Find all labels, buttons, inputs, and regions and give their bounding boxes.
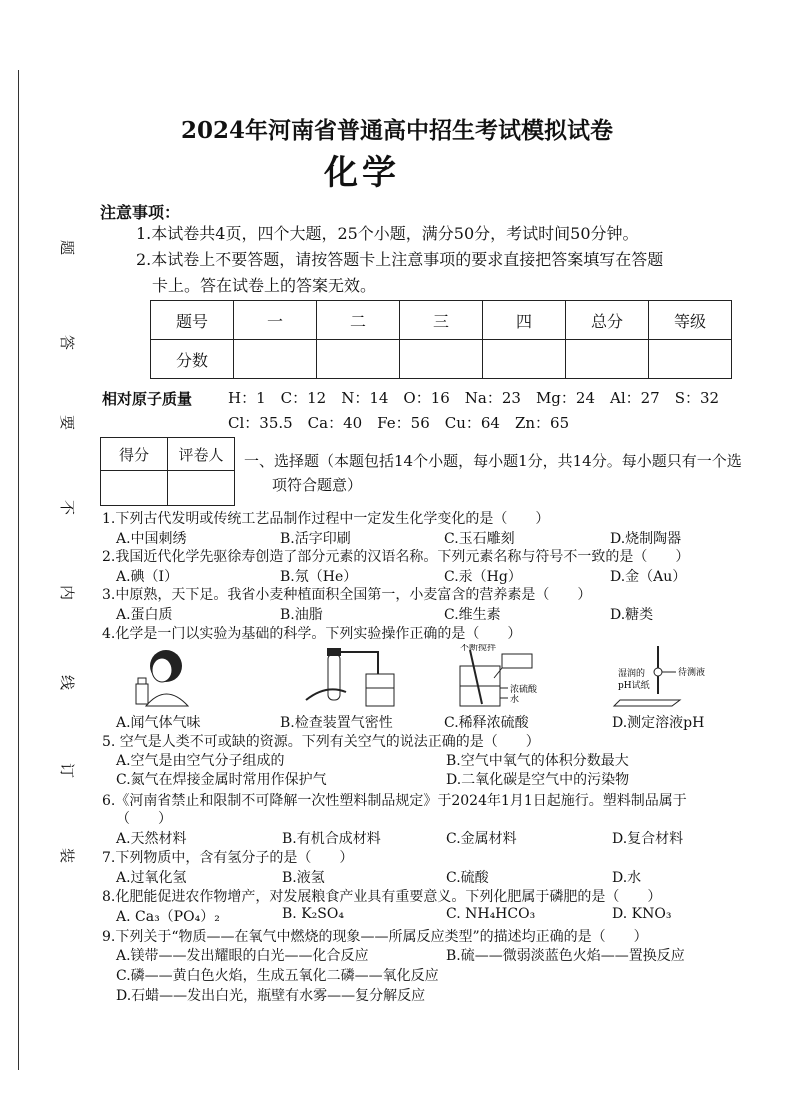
dilute-acid-figure: [452, 644, 562, 710]
notice-heading: 注意事项：: [100, 203, 181, 222]
margin-char: 不: [58, 499, 77, 516]
question-stem: 4.化学是一门以实验为基础的科学。下列实验操作正确的是（ ）: [102, 626, 522, 642]
score-cell: [400, 340, 483, 379]
question-stem-cont: （ ）: [116, 811, 172, 827]
grader-name-cell: [168, 471, 235, 506]
score-header-cell: 等级: [649, 301, 732, 340]
atomic-mass-line: Cl：35.5 Ca：40 Fe：56 Cu：64 Zn：65: [228, 414, 570, 432]
option: D. KNO₃: [612, 906, 672, 922]
score-header-cell: 二: [317, 301, 400, 340]
option: A. Ca₃（PO₄）₂: [116, 909, 220, 925]
score-cell: [234, 340, 317, 379]
grader-score-header: 得分: [101, 438, 168, 471]
option: B.液氢: [282, 870, 325, 886]
grader-table: [100, 437, 235, 506]
option: B.空气中氧气的体积分数最大: [446, 753, 629, 769]
notice-item: 2.本试卷上不要答题，请按答题卡上注意事项的要求直接把答案填写在答题: [136, 250, 664, 269]
option: A.闻气体气味: [116, 715, 201, 731]
option: A.过氧化氢: [116, 870, 187, 886]
option: D.复合材料: [612, 831, 684, 847]
notice-item: 1.本试卷共4页，四个大题，25个小题，满分50分，考试时间50分钟。: [136, 224, 639, 243]
option: B.硫——微弱淡蓝色火焰——置换反应: [446, 948, 685, 964]
grader-name-header: 评卷人: [168, 438, 235, 471]
question-stem: 8.化肥能促进农作物增产，对发展粮食产业具有重要意义。下列化肥属于磷肥的是（ ）: [102, 889, 662, 905]
question-stem: 2.我国近代化学先驱徐寿创造了部分元素的汉语名称。下列元素名称与符号不一致的是（ ）: [102, 549, 690, 565]
question-stem: 7.下列物质中，含有氢分子的是（ ）: [102, 850, 354, 866]
figure-label: 不断搅拌: [460, 644, 497, 653]
section-heading: 一、选择题（本题包括14个小题，每小题1分，共14分。每小题只有一个选: [244, 452, 742, 470]
question-stem: 1.下列古代发明或传统工艺品制作过程中一定发生化学变化的是（ ）: [102, 511, 550, 527]
smell-gas-figure: [128, 644, 208, 708]
option: D.糖类: [610, 607, 654, 623]
option: C. NH₄HCO₃: [446, 906, 536, 922]
margin-char: 内: [58, 584, 77, 601]
option: D.二氧化碳是空气中的污染物: [446, 772, 630, 788]
score-cell: [483, 340, 566, 379]
score-header-cell: 题号: [151, 301, 234, 340]
option: A.蛋白质: [116, 607, 173, 623]
notice-item: 卡上。答在试卷上的答案无效。: [152, 276, 377, 295]
option: A.空气是由空气分子组成的: [116, 753, 285, 769]
option: C.维生素: [444, 607, 501, 623]
option: D.水: [612, 870, 642, 886]
score-header-cell: 一: [234, 301, 317, 340]
score-table: [150, 300, 732, 379]
option: A.镁带——发出耀眼的白光——化合反应: [116, 948, 369, 964]
score-header-cell: 三: [400, 301, 483, 340]
score-cell: [649, 340, 732, 379]
exam-title: 2024年河南省普通高中招生考试模拟试卷: [180, 117, 613, 144]
atomic-mass-label: 相对原子质量: [102, 390, 193, 408]
margin-char: 要: [58, 414, 77, 431]
option: A.碘（I）: [116, 569, 179, 585]
option: D.烧制陶器: [610, 531, 682, 547]
question-stem: 6.《河南省禁止和限制不可降解一次性塑料制品规定》于2024年1月1日起施行。塑料制品属于: [102, 793, 687, 809]
grader-score-cell: [101, 471, 168, 506]
option: B.检查装置气密性: [280, 715, 393, 731]
option: D.金（Au）: [610, 569, 687, 585]
score-table-row: [151, 340, 732, 379]
option: B.氖（He）: [280, 569, 358, 585]
margin-char: 答: [58, 334, 77, 351]
question-stem: 9.下列关于“物质——在氧气中燃烧的现象——所属反应类型”的描述均正确的是（ ）: [102, 929, 648, 945]
option: B.活字印刷: [280, 531, 351, 547]
figure-label: pH试纸: [618, 681, 650, 691]
option: C.硫酸: [446, 870, 489, 886]
option: A.天然材料: [116, 831, 187, 847]
option: D.石蜡——发出白光，瓶壁有水雾——复分解反应: [116, 988, 426, 1004]
option: C.磷——黄白色火焰，生成五氧化二磷——氧化反应: [116, 968, 439, 984]
score-table-header-row: [151, 301, 732, 340]
margin-char: 题: [58, 239, 77, 256]
figure-label: 浓硫酸: [510, 685, 538, 695]
option: B. K₂SO₄: [282, 906, 344, 922]
margin-char: 装: [58, 847, 77, 864]
question-stem: 5. 空气是人类不可或缺的资源。下列有关空气的说法正确的是（ ）: [102, 734, 540, 750]
ph-test-figure: [610, 644, 720, 710]
score-header-cell: 四: [483, 301, 566, 340]
score-cell: [317, 340, 400, 379]
margin-char: 订: [58, 762, 77, 779]
score-cell: [566, 340, 649, 379]
option: C.金属材料: [446, 831, 517, 847]
option: C.汞（Hg）: [444, 569, 522, 585]
option: C.氮气在焊接金属时常用作保护气: [116, 772, 327, 788]
option: C.稀释浓硫酸: [444, 715, 529, 731]
option: D.测定溶液pH: [612, 715, 705, 731]
section-heading-cont: 项符合题意）: [272, 476, 363, 494]
option: B.有机合成材料: [282, 831, 381, 847]
question-stem: 3.中原熟，天下足。我省小麦种植面积全国第一，小麦富含的营养素是（ ）: [102, 587, 592, 603]
binding-margin-line: [18, 70, 19, 1070]
figure-label: 待测液: [678, 668, 706, 678]
score-row-label: 分数: [151, 340, 234, 379]
margin-char: 线: [58, 674, 77, 691]
atomic-mass-line: H：1 C：12 N：14 O：16 Na：23 Mg：24 Al：27 S：32: [228, 389, 720, 407]
subject-title: 化学: [324, 153, 400, 193]
score-header-cell: 总分: [566, 301, 649, 340]
figure-label: 湿润的: [618, 669, 646, 679]
figure-label: 水: [510, 695, 520, 705]
option: B.油脂: [280, 607, 323, 623]
option: C.玉石雕刻: [444, 531, 515, 547]
airtightness-figure: [300, 644, 400, 710]
option: A.中国刺绣: [116, 531, 187, 547]
